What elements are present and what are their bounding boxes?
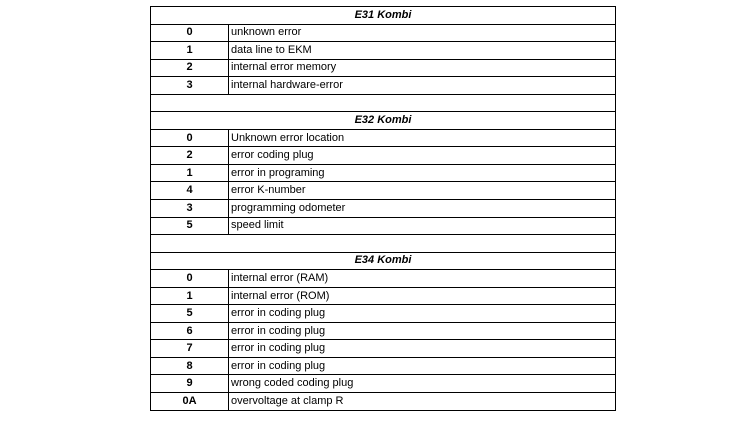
error-code: 0	[151, 129, 229, 147]
section-header-row	[151, 112, 616, 130]
error-description: overvoltage at clamp R	[229, 393, 616, 411]
table-row	[151, 340, 616, 358]
table-row	[151, 42, 616, 60]
error-description: error in coding plug	[229, 305, 616, 323]
error-code: 0	[151, 270, 229, 288]
error-description: internal hardware-error	[229, 77, 616, 95]
error-code: 1	[151, 287, 229, 305]
error-code: 3	[151, 77, 229, 95]
table-row	[151, 393, 616, 411]
table-row	[151, 129, 616, 147]
spacer-row	[151, 235, 616, 253]
error-description: internal error memory	[229, 59, 616, 77]
error-code: 6	[151, 322, 229, 340]
spacer-cell	[151, 94, 616, 112]
section-header-row	[151, 7, 616, 25]
table-row	[151, 287, 616, 305]
error-description: error in coding plug	[229, 322, 616, 340]
error-code: 5	[151, 305, 229, 323]
spacer-row	[151, 94, 616, 112]
error-description: wrong coded coding plug	[229, 375, 616, 393]
error-code: 2	[151, 59, 229, 77]
error-code: 7	[151, 340, 229, 358]
table-row	[151, 200, 616, 218]
error-description: error in coding plug	[229, 340, 616, 358]
error-description: Unknown error location	[229, 129, 616, 147]
error-description: data line to EKM	[229, 42, 616, 60]
error-code-document	[150, 6, 615, 411]
table-row	[151, 59, 616, 77]
section-header-row	[151, 252, 616, 270]
error-code: 3	[151, 200, 229, 218]
table-row	[151, 375, 616, 393]
error-description: error in coding plug	[229, 357, 616, 375]
error-description: internal error (RAM)	[229, 270, 616, 288]
section-title: E32 Kombi	[151, 112, 616, 130]
table-row	[151, 322, 616, 340]
error-description: error coding plug	[229, 147, 616, 165]
table-row	[151, 164, 616, 182]
error-description: speed limit	[229, 217, 616, 235]
table-row	[151, 24, 616, 42]
table-row	[151, 270, 616, 288]
spacer-cell	[151, 235, 616, 253]
error-code: 1	[151, 164, 229, 182]
error-code: 4	[151, 182, 229, 200]
error-description: unknown error	[229, 24, 616, 42]
error-description: internal error (ROM)	[229, 287, 616, 305]
table-row	[151, 357, 616, 375]
error-code: 5	[151, 217, 229, 235]
error-code: 9	[151, 375, 229, 393]
error-code: 2	[151, 147, 229, 165]
table-row	[151, 147, 616, 165]
table-row	[151, 305, 616, 323]
error-code: 8	[151, 357, 229, 375]
error-description: error K-number	[229, 182, 616, 200]
table-row	[151, 217, 616, 235]
table-row	[151, 77, 616, 95]
error-description: programming odometer	[229, 200, 616, 218]
error-code: 0	[151, 24, 229, 42]
table-row	[151, 182, 616, 200]
error-code-table	[150, 6, 616, 411]
section-title: E34 Kombi	[151, 252, 616, 270]
error-code: 0A	[151, 393, 229, 411]
error-code: 1	[151, 42, 229, 60]
error-description: error in programing	[229, 164, 616, 182]
section-title: E31 Kombi	[151, 7, 616, 25]
